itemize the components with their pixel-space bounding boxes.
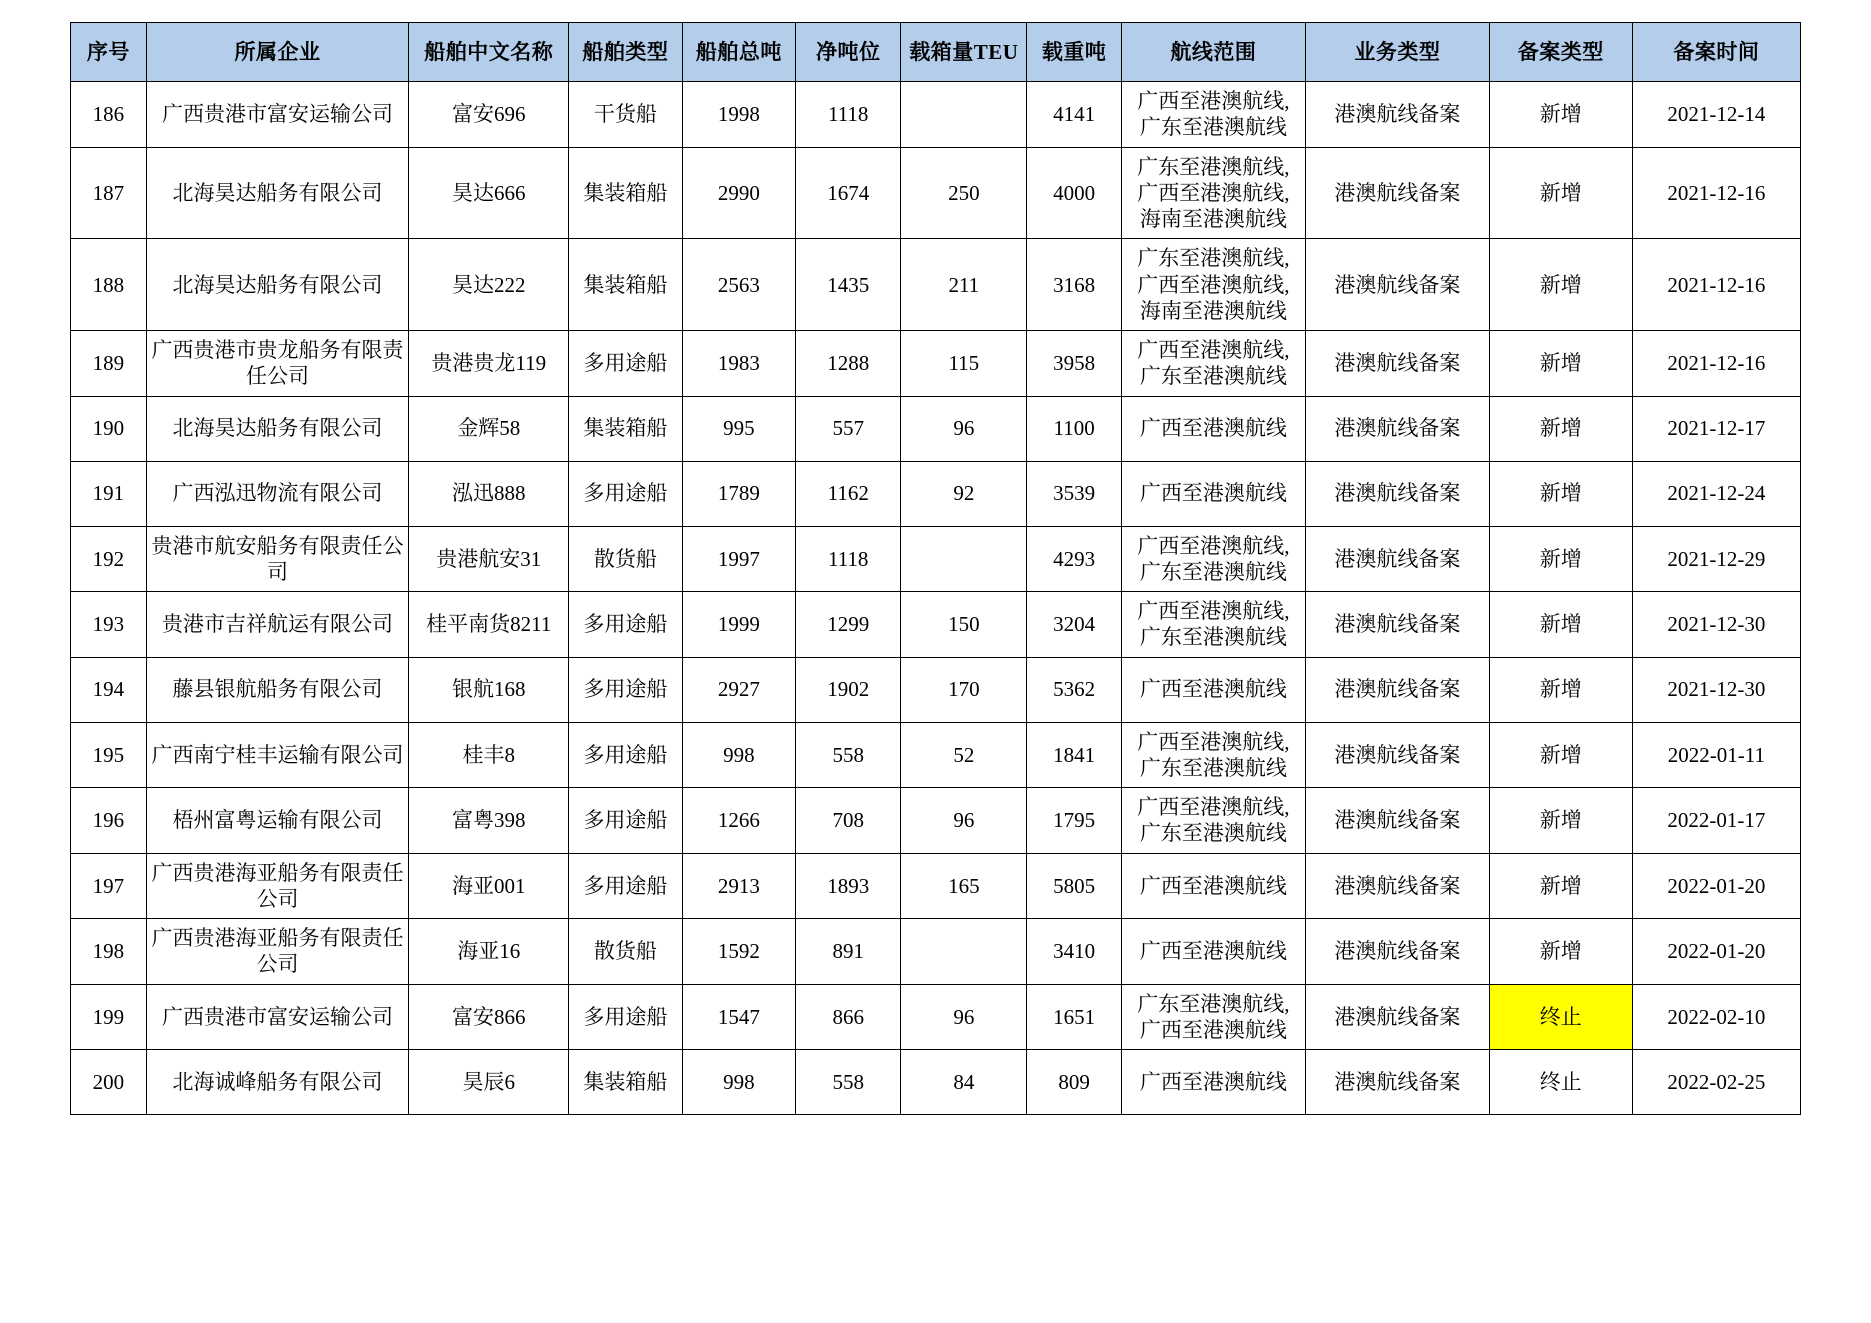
cell-seq: 200 [71,1050,147,1115]
cell-ship-name: 富粤398 [409,788,569,854]
cell-business-type: 港澳航线备案 [1305,331,1489,397]
column-header-business-type: 业务类型 [1305,23,1489,82]
cell-ship-name: 昊辰6 [409,1050,569,1115]
cell-gross-tonnage: 1983 [682,331,796,397]
cell-route: 广西至港澳航线, 广东至港澳航线 [1121,82,1305,148]
cell-net-tonnage: 1435 [796,239,901,331]
cell-business-type: 港澳航线备案 [1305,657,1489,722]
cell-route: 广东至港澳航线, 广西至港澳航线 [1121,984,1305,1050]
cell-deadweight: 1841 [1027,722,1122,788]
cell-ship-name: 银航168 [409,657,569,722]
cell-record-type: 新增 [1489,788,1632,854]
cell-teu [901,526,1027,592]
column-header-gross-tonnage: 船舶总吨 [682,23,796,82]
cell-net-tonnage: 1902 [796,657,901,722]
cell-business-type: 港澳航线备案 [1305,82,1489,148]
cell-net-tonnage: 1299 [796,592,901,658]
cell-gross-tonnage: 1266 [682,788,796,854]
cell-route: 广西至港澳航线, 广东至港澳航线 [1121,592,1305,658]
cell-company: 北海昊达船务有限公司 [146,239,409,331]
cell-ship-name: 贵港航安31 [409,526,569,592]
cell-gross-tonnage: 998 [682,722,796,788]
column-header-ship-type: 船舶类型 [569,23,683,82]
cell-ship-name: 泓迅888 [409,461,569,526]
cell-route: 广西至港澳航线 [1121,396,1305,461]
cell-route: 广西至港澳航线 [1121,919,1305,985]
cell-gross-tonnage: 2913 [682,853,796,919]
table-row [71,526,1801,592]
table-row [71,147,1801,239]
cell-seq: 193 [71,592,147,658]
cell-route: 广西至港澳航线, 广东至港澳航线 [1121,788,1305,854]
cell-record-date: 2021-12-17 [1632,396,1800,461]
cell-record-date: 2021-12-30 [1632,657,1800,722]
cell-record-type: 新增 [1489,239,1632,331]
cell-deadweight: 1795 [1027,788,1122,854]
cell-ship-name: 桂平南货8211 [409,592,569,658]
cell-ship-name: 海亚16 [409,919,569,985]
cell-route: 广西至港澳航线, 广东至港澳航线 [1121,526,1305,592]
column-header-ship-name: 船舶中文名称 [409,23,569,82]
cell-record-type: 新增 [1489,657,1632,722]
cell-gross-tonnage: 998 [682,1050,796,1115]
cell-teu [901,919,1027,985]
cell-ship-type: 干货船 [569,82,683,148]
cell-record-date: 2021-12-16 [1632,239,1800,331]
cell-ship-type: 多用途船 [569,461,683,526]
cell-teu: 52 [901,722,1027,788]
cell-net-tonnage: 558 [796,722,901,788]
table-row [71,984,1801,1050]
table-header [71,23,1801,82]
cell-record-type: 新增 [1489,396,1632,461]
cell-teu: 165 [901,853,1027,919]
cell-ship-type: 散货船 [569,526,683,592]
cell-record-date: 2022-01-20 [1632,919,1800,985]
cell-deadweight: 3204 [1027,592,1122,658]
cell-seq: 191 [71,461,147,526]
cell-teu: 96 [901,984,1027,1050]
cell-deadweight: 5362 [1027,657,1122,722]
cell-gross-tonnage: 1592 [682,919,796,985]
column-header-record-date: 备案时间 [1632,23,1800,82]
cell-record-date: 2022-01-17 [1632,788,1800,854]
cell-company: 梧州富粤运输有限公司 [146,788,409,854]
cell-business-type: 港澳航线备案 [1305,788,1489,854]
cell-route: 广西至港澳航线 [1121,657,1305,722]
cell-deadweight: 3539 [1027,461,1122,526]
cell-record-type: 新增 [1489,853,1632,919]
cell-business-type: 港澳航线备案 [1305,239,1489,331]
cell-record-date: 2022-02-25 [1632,1050,1800,1115]
cell-seq: 190 [71,396,147,461]
cell-business-type: 港澳航线备案 [1305,461,1489,526]
cell-teu: 211 [901,239,1027,331]
cell-business-type: 港澳航线备案 [1305,1050,1489,1115]
cell-business-type: 港澳航线备案 [1305,526,1489,592]
column-header-record-type: 备案类型 [1489,23,1632,82]
table-row [71,592,1801,658]
cell-ship-type: 集装箱船 [569,1050,683,1115]
cell-company: 广西贵港海亚船务有限责任公司 [146,919,409,985]
column-header-seq: 序号 [71,23,147,82]
cell-business-type: 港澳航线备案 [1305,147,1489,239]
cell-record-type: 新增 [1489,722,1632,788]
cell-teu [901,82,1027,148]
cell-deadweight: 3410 [1027,919,1122,985]
cell-record-type: 新增 [1489,82,1632,148]
table-row [71,461,1801,526]
cell-ship-name: 富安696 [409,82,569,148]
cell-net-tonnage: 1893 [796,853,901,919]
cell-record-type: 新增 [1489,526,1632,592]
cell-record-type: 新增 [1489,461,1632,526]
cell-teu: 150 [901,592,1027,658]
table-row [71,722,1801,788]
cell-business-type: 港澳航线备案 [1305,919,1489,985]
cell-deadweight: 3168 [1027,239,1122,331]
cell-route: 广西至港澳航线, 广东至港澳航线 [1121,722,1305,788]
table-row [71,788,1801,854]
cell-ship-type: 多用途船 [569,722,683,788]
cell-deadweight: 4141 [1027,82,1122,148]
ship-registration-table [70,22,1801,1115]
cell-ship-type: 多用途船 [569,984,683,1050]
column-header-company: 所属企业 [146,23,409,82]
column-header-teu: 载箱量TEU [901,23,1027,82]
cell-net-tonnage: 557 [796,396,901,461]
cell-record-date: 2022-01-11 [1632,722,1800,788]
cell-deadweight: 1100 [1027,396,1122,461]
cell-ship-name: 金辉58 [409,396,569,461]
cell-seq: 186 [71,82,147,148]
cell-record-type: 新增 [1489,919,1632,985]
cell-deadweight: 3958 [1027,331,1122,397]
cell-seq: 188 [71,239,147,331]
cell-gross-tonnage: 1547 [682,984,796,1050]
cell-seq: 189 [71,331,147,397]
table-row [71,239,1801,331]
cell-route: 广东至港澳航线, 广西至港澳航线, 海南至港澳航线 [1121,239,1305,331]
cell-gross-tonnage: 2990 [682,147,796,239]
cell-seq: 196 [71,788,147,854]
cell-company: 藤县银航船务有限公司 [146,657,409,722]
cell-gross-tonnage: 1999 [682,592,796,658]
cell-ship-name: 昊达666 [409,147,569,239]
cell-net-tonnage: 708 [796,788,901,854]
cell-gross-tonnage: 1998 [682,82,796,148]
cell-route: 广东至港澳航线, 广西至港澳航线, 海南至港澳航线 [1121,147,1305,239]
cell-company: 北海诚峰船务有限公司 [146,1050,409,1115]
cell-ship-name: 海亚001 [409,853,569,919]
cell-ship-type: 多用途船 [569,788,683,854]
cell-ship-type: 多用途船 [569,592,683,658]
cell-route: 广西至港澳航线, 广东至港澳航线 [1121,331,1305,397]
cell-record-date: 2022-01-20 [1632,853,1800,919]
cell-ship-type: 集装箱船 [569,396,683,461]
table-header-row [71,23,1801,82]
column-header-net-tonnage: 净吨位 [796,23,901,82]
cell-gross-tonnage: 1789 [682,461,796,526]
cell-teu: 92 [901,461,1027,526]
column-header-deadweight: 载重吨 [1027,23,1122,82]
cell-seq: 194 [71,657,147,722]
cell-seq: 192 [71,526,147,592]
cell-net-tonnage: 1288 [796,331,901,397]
cell-company: 广西贵港市富安运输公司 [146,82,409,148]
cell-gross-tonnage: 995 [682,396,796,461]
cell-teu: 115 [901,331,1027,397]
cell-company: 广西贵港市贵龙船务有限责任公司 [146,331,409,397]
cell-company: 北海昊达船务有限公司 [146,396,409,461]
cell-business-type: 港澳航线备案 [1305,722,1489,788]
cell-net-tonnage: 558 [796,1050,901,1115]
cell-deadweight: 4293 [1027,526,1122,592]
table-body [71,82,1801,1115]
cell-record-type: 终止 [1489,984,1632,1050]
cell-record-date: 2021-12-24 [1632,461,1800,526]
cell-company: 贵港市航安船务有限责任公司 [146,526,409,592]
cell-company: 广西泓迅物流有限公司 [146,461,409,526]
table-row [71,657,1801,722]
cell-net-tonnage: 1118 [796,82,901,148]
cell-deadweight: 4000 [1027,147,1122,239]
cell-ship-type: 散货船 [569,919,683,985]
cell-record-date: 2021-12-14 [1632,82,1800,148]
cell-record-date: 2021-12-16 [1632,147,1800,239]
table-row [71,1050,1801,1115]
cell-seq: 198 [71,919,147,985]
cell-ship-name: 昊达222 [409,239,569,331]
cell-ship-name: 贵港贵龙119 [409,331,569,397]
cell-ship-type: 集装箱船 [569,239,683,331]
cell-ship-name: 富安866 [409,984,569,1050]
column-header-route: 航线范围 [1121,23,1305,82]
cell-record-type: 终止 [1489,1050,1632,1115]
cell-seq: 199 [71,984,147,1050]
cell-seq: 197 [71,853,147,919]
cell-gross-tonnage: 1997 [682,526,796,592]
cell-company: 广西贵港市富安运输公司 [146,984,409,1050]
cell-gross-tonnage: 2927 [682,657,796,722]
cell-record-date: 2021-12-16 [1632,331,1800,397]
cell-teu: 84 [901,1050,1027,1115]
cell-gross-tonnage: 2563 [682,239,796,331]
cell-seq: 195 [71,722,147,788]
cell-record-type: 新增 [1489,147,1632,239]
cell-record-date: 2021-12-29 [1632,526,1800,592]
cell-net-tonnage: 891 [796,919,901,985]
cell-route: 广西至港澳航线 [1121,1050,1305,1115]
cell-net-tonnage: 1162 [796,461,901,526]
cell-business-type: 港澳航线备案 [1305,984,1489,1050]
cell-record-type: 新增 [1489,331,1632,397]
cell-company: 广西南宁桂丰运输有限公司 [146,722,409,788]
cell-company: 贵港市吉祥航运有限公司 [146,592,409,658]
table-row [71,82,1801,148]
cell-teu: 170 [901,657,1027,722]
cell-ship-type: 多用途船 [569,331,683,397]
cell-business-type: 港澳航线备案 [1305,592,1489,658]
cell-seq: 187 [71,147,147,239]
cell-business-type: 港澳航线备案 [1305,396,1489,461]
cell-route: 广西至港澳航线 [1121,853,1305,919]
cell-record-date: 2022-02-10 [1632,984,1800,1050]
cell-company: 北海昊达船务有限公司 [146,147,409,239]
cell-net-tonnage: 1118 [796,526,901,592]
cell-record-date: 2021-12-30 [1632,592,1800,658]
cell-ship-type: 多用途船 [569,657,683,722]
cell-route: 广西至港澳航线 [1121,461,1305,526]
table-row [71,919,1801,985]
cell-teu: 250 [901,147,1027,239]
table-row [71,331,1801,397]
cell-business-type: 港澳航线备案 [1305,853,1489,919]
cell-ship-type: 集装箱船 [569,147,683,239]
cell-net-tonnage: 866 [796,984,901,1050]
table-row [71,396,1801,461]
cell-deadweight: 809 [1027,1050,1122,1115]
cell-teu: 96 [901,788,1027,854]
cell-deadweight: 5805 [1027,853,1122,919]
table-row [71,853,1801,919]
cell-ship-type: 多用途船 [569,853,683,919]
cell-net-tonnage: 1674 [796,147,901,239]
cell-record-type: 新增 [1489,592,1632,658]
cell-ship-name: 桂丰8 [409,722,569,788]
cell-deadweight: 1651 [1027,984,1122,1050]
cell-teu: 96 [901,396,1027,461]
cell-company: 广西贵港海亚船务有限责任公司 [146,853,409,919]
